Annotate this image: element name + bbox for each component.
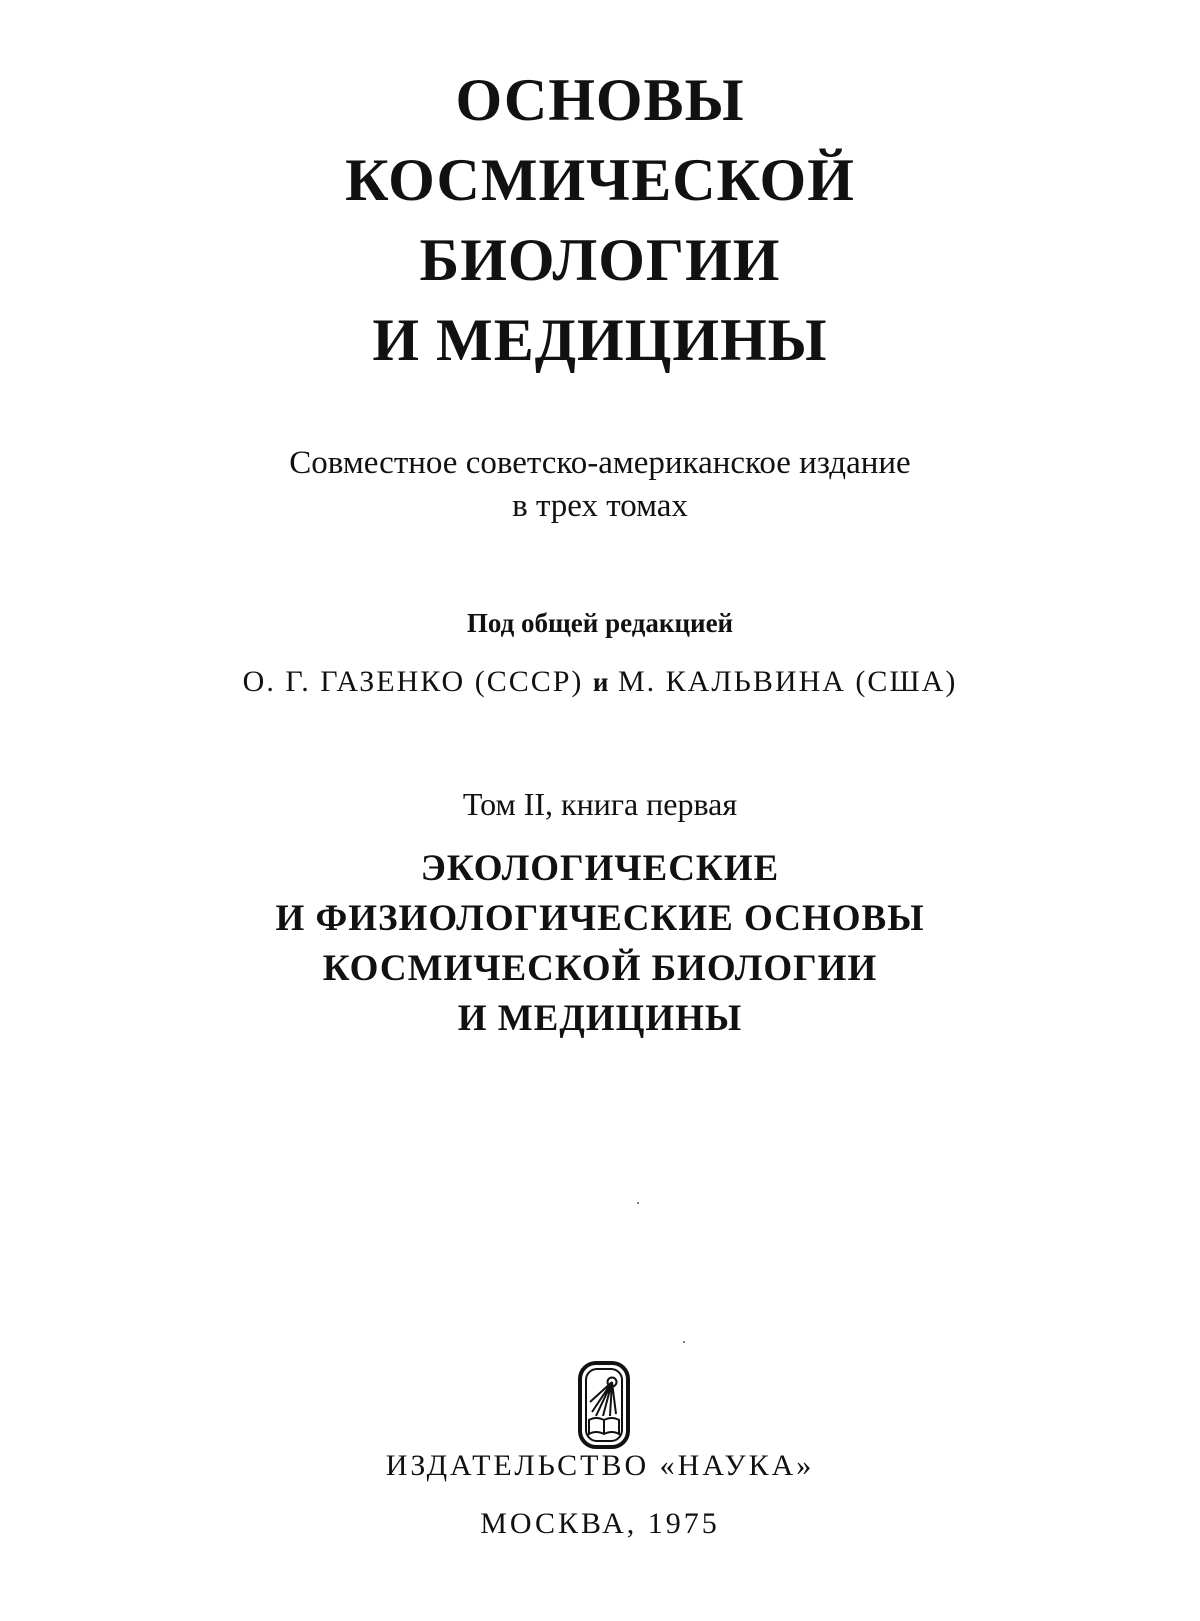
main-title-line-2: КОСМИЧЕСКОЙ xyxy=(345,147,855,213)
nauka-publisher-emblem-icon xyxy=(576,1360,632,1450)
volume-title-line-2: И ФИЗИОЛОГИЧЕСКИЕ ОСНОВЫ xyxy=(275,898,925,939)
editors-line xyxy=(0,664,1200,700)
publisher-name: ИЗДАТЕЛЬСТВО «НАУКА» xyxy=(385,1449,815,1482)
main-title-line-4: И МЕДИЦИНЫ xyxy=(372,307,828,373)
print-speck xyxy=(683,1341,685,1343)
volume-label: Том II, книга первая xyxy=(462,786,738,822)
print-speck xyxy=(637,1202,639,1204)
volume-title-line-1: ЭКОЛОГИЧЕСКИЕ xyxy=(420,848,780,889)
main-title-line-1: ОСНОВЫ xyxy=(455,67,745,133)
city-year: МОСКВА, 1975 xyxy=(480,1507,720,1540)
subtitle-line-2: в трех томах xyxy=(512,488,688,524)
main-title-line-3: БИОЛОГИИ xyxy=(419,227,781,293)
volume-title-line-3: КОСМИЧЕСКОЙ БИОЛОГИИ xyxy=(322,948,878,989)
subtitle-line-1: Совместное советско-американское издание xyxy=(289,445,911,481)
volume-title-line-4: И МЕДИЦИНЫ xyxy=(457,998,743,1039)
editor-label: Под общей редакцией xyxy=(466,608,734,638)
editors-conjunction: и xyxy=(592,667,609,697)
editor-gazenko: О. Г. ГАЗЕНКО (СССР) xyxy=(242,665,584,698)
editor-calvin: М. КАЛЬВИНА (США) xyxy=(617,665,958,698)
